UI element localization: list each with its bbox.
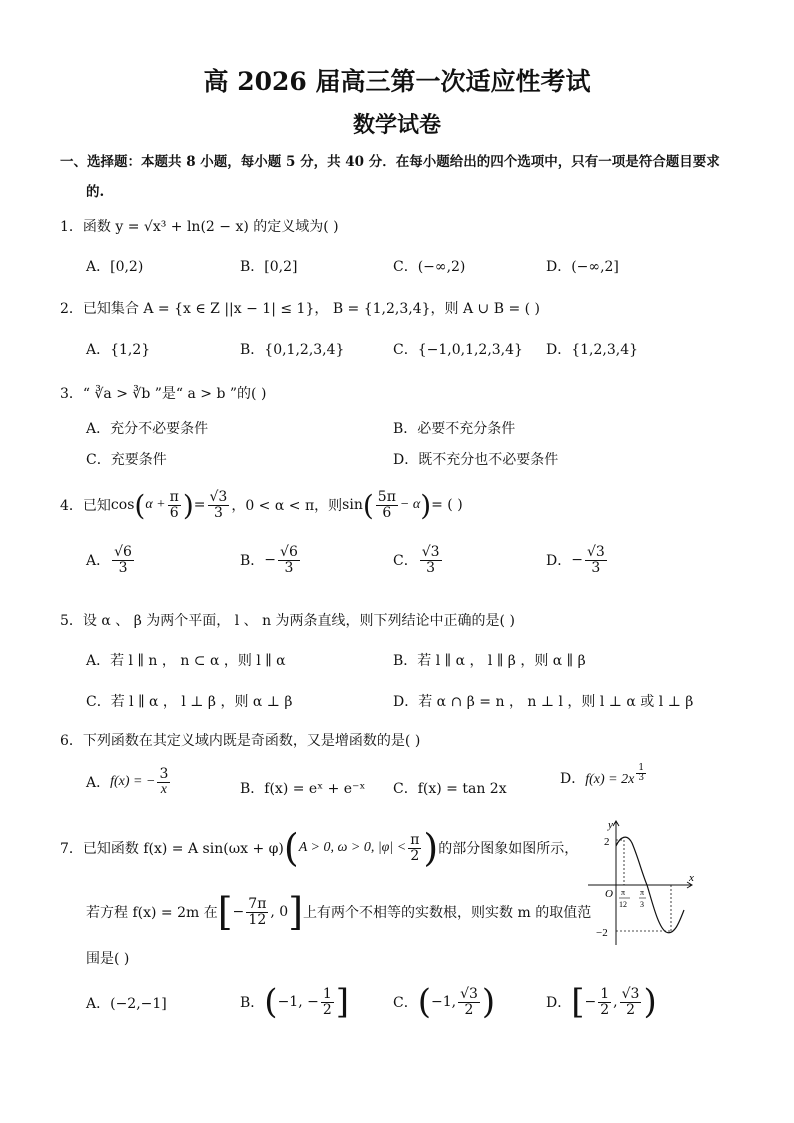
q7-b-frac bbox=[321, 987, 334, 1017]
q4-frac-root3 bbox=[208, 490, 230, 520]
q6-a-num: 3 bbox=[159, 766, 169, 782]
paren-left: ( bbox=[362, 488, 374, 522]
q7-d-num2: √3 bbox=[621, 985, 640, 1002]
bracket-right: ) bbox=[481, 982, 496, 1022]
graph-tick1-den: 12 bbox=[619, 900, 627, 909]
q4-c-den: 3 bbox=[426, 559, 436, 576]
q4-three: 3 bbox=[213, 504, 223, 521]
q4-d-den: 3 bbox=[591, 559, 601, 576]
question-7 bbox=[60, 826, 578, 870]
q7-cond-two: 2 bbox=[410, 847, 420, 864]
q7-b-label: B． bbox=[240, 995, 265, 1011]
paren-right: ) bbox=[423, 826, 439, 870]
q6-option-c[interactable]: C．f(x) = tan 2x bbox=[393, 781, 507, 797]
q7-c-label: C． bbox=[393, 995, 418, 1011]
q7-c-num: √3 bbox=[460, 985, 478, 1002]
q3-option-a[interactable]: A．充分不必要条件 bbox=[86, 421, 209, 437]
bracket-right: ] bbox=[335, 982, 350, 1022]
graph-tick2-num: π bbox=[640, 888, 645, 897]
bracket-left: ( bbox=[417, 982, 431, 1022]
q4-eq: = bbox=[193, 497, 206, 513]
q4-pi: π bbox=[169, 488, 179, 505]
q7-num: 7π bbox=[248, 895, 267, 912]
q4-six: 6 bbox=[169, 504, 179, 521]
q7-c-left: −1, bbox=[430, 994, 457, 1010]
q4-d-num: √3 bbox=[586, 544, 605, 560]
q7-suffix: 的部分图象如图所示， bbox=[438, 841, 579, 857]
q4-tail: = ( ) bbox=[431, 497, 463, 513]
q6-a-den: x bbox=[160, 781, 168, 797]
q4-option-d[interactable] bbox=[546, 545, 609, 575]
q7-c-den: 2 bbox=[464, 1001, 474, 1018]
q7-interval-frac bbox=[246, 897, 268, 927]
q7-d-label: D． bbox=[546, 995, 572, 1011]
question-1: 1．函数 y = √x³ + ln(2 − x) 的定义域为( ) bbox=[60, 219, 339, 235]
q4-c-num: √3 bbox=[421, 544, 440, 560]
q4-d-label: D． bbox=[546, 553, 572, 570]
q7-d-left: − bbox=[584, 994, 597, 1010]
graph-tick1-num: π bbox=[621, 888, 626, 897]
q4-b-frac bbox=[278, 545, 300, 575]
q7-line2-b: 上有两个不相等的实数根，则实数 m 的取值范 bbox=[303, 905, 592, 921]
q1-option-a[interactable]: A．[0,2) bbox=[86, 259, 144, 275]
q6-option-b[interactable]: B．f(x) = eˣ + e⁻ˣ bbox=[240, 781, 366, 797]
q7-b-den: 2 bbox=[322, 1001, 332, 1018]
q2-option-b[interactable]: B．{0,1,2,3,4} bbox=[240, 342, 345, 358]
graph-ymin: −2 bbox=[596, 927, 608, 939]
q1-option-c[interactable]: C．(−∞,2) bbox=[393, 259, 466, 275]
question-4 bbox=[60, 484, 463, 526]
q5-option-c[interactable]: C．若 l ∥ α ， l ⊥ β ，则 α ⊥ β bbox=[86, 694, 293, 710]
question-7-line2 bbox=[86, 890, 591, 934]
graph-tick2-den: 3 bbox=[640, 900, 644, 909]
q4-minus-alpha: − α bbox=[399, 497, 421, 512]
q4-sqrt3: √3 bbox=[209, 488, 228, 505]
question-3: 3．“ ∛a > ∛b ”是“ a > b ”的( ) bbox=[60, 386, 267, 402]
q7-neg: − bbox=[232, 904, 245, 920]
q5-option-d[interactable]: D．若 α ∩ β = n ， n ⊥ l ，则 l ⊥ α 或 l ⊥ β bbox=[393, 694, 694, 710]
graph-ymax: 2 bbox=[604, 836, 610, 848]
q5-option-a[interactable]: A．若 l ∥ n ， n ⊂ α ，则 l ∥ α bbox=[86, 653, 286, 669]
q4-sin: sin bbox=[342, 497, 363, 513]
bracket-left: [ bbox=[217, 890, 233, 934]
q4-d-frac bbox=[585, 545, 607, 575]
q2-option-c[interactable]: C．{−1,0,1,2,3,4} bbox=[393, 342, 523, 358]
bracket-left: [ bbox=[571, 982, 585, 1022]
bracket-right: ) bbox=[643, 982, 657, 1022]
q7-option-b[interactable] bbox=[240, 982, 349, 1022]
q4-c-label: C． bbox=[393, 553, 418, 570]
q7-prefix: 7．已知函数 f(x) = A sin(ωx + φ) bbox=[60, 841, 284, 857]
q7-c-frac bbox=[458, 987, 480, 1017]
question-6: 6．下列函数在其定义域内既是奇函数，又是增函数的是( ) bbox=[60, 733, 421, 749]
question-5: 5．设 α 、 β 为两个平面， l 、 n 为两条直线，则下列结论中正确的是( ) bbox=[60, 613, 515, 629]
paren-right: ) bbox=[182, 488, 194, 522]
q4-a-den: 3 bbox=[118, 559, 128, 576]
q7-d-frac1 bbox=[598, 987, 611, 1017]
q7-b-num: 1 bbox=[322, 985, 332, 1002]
q6-d-label: D． bbox=[560, 771, 586, 787]
q4-five-pi: 5π bbox=[377, 488, 396, 505]
q6-option-a[interactable] bbox=[86, 767, 172, 797]
question-7-line3: 围是( ) bbox=[86, 951, 130, 967]
q4-a-num: √6 bbox=[114, 544, 132, 560]
q7-cond-pi: π bbox=[410, 831, 420, 848]
q4-c-frac bbox=[420, 545, 442, 575]
q4-frac-pi6 bbox=[168, 490, 181, 520]
q7-option-d[interactable] bbox=[546, 982, 657, 1022]
bracket-left: ( bbox=[264, 982, 278, 1022]
sine-graph bbox=[580, 815, 700, 950]
q4-frac-5pi6 bbox=[376, 490, 398, 520]
q2-option-a[interactable]: A．{1,2} bbox=[86, 342, 151, 358]
q4-cond: ，0 < α < π，则 bbox=[231, 498, 343, 514]
q4-prefix: 4．已知 bbox=[60, 498, 111, 514]
q7-option-a[interactable]: A．(−2,−1] bbox=[86, 996, 167, 1012]
q4-option-a[interactable] bbox=[86, 545, 136, 575]
q7-d-den1: 2 bbox=[600, 1001, 610, 1018]
q7-d-num1: 1 bbox=[600, 985, 610, 1002]
q7-option-c[interactable] bbox=[393, 982, 495, 1022]
q7-d-frac2 bbox=[620, 987, 642, 1017]
q4-b-sign: − bbox=[264, 552, 277, 569]
exam-title: 高 2026 届高三第一次适应性考试 bbox=[203, 67, 591, 96]
q4-a-label: A． bbox=[86, 553, 111, 570]
question-2: 2．已知集合 A = {x ∈ Z ||x − 1| ≤ 1}， B = {1,2,3,4}，则 A ∪ B = ( ) bbox=[60, 301, 541, 317]
paren-left: ( bbox=[134, 488, 146, 522]
q6-d-lhs: f(x) = 2x bbox=[585, 772, 635, 787]
q6-a-frac bbox=[157, 767, 170, 797]
q7-cond-frac bbox=[408, 833, 421, 863]
q2-option-d[interactable]: D．{1,2,3,4} bbox=[546, 342, 639, 358]
bracket-right: ] bbox=[288, 890, 304, 934]
q4-alpha: α + bbox=[145, 497, 166, 512]
paren-right: ) bbox=[420, 488, 432, 522]
graph-origin: O bbox=[605, 888, 613, 900]
q7-cond-left: A > 0, ω > 0, |φ| < bbox=[298, 840, 407, 855]
q7-line2-a: 若方程 f(x) = 2m 在 bbox=[86, 905, 218, 921]
q6-option-d[interactable] bbox=[560, 763, 648, 788]
q4-a-frac bbox=[112, 545, 134, 575]
q6-d-exp-den: 3 bbox=[638, 773, 645, 784]
q4-cos: cos bbox=[110, 497, 135, 513]
q4-option-c[interactable] bbox=[393, 545, 444, 575]
q7-den: 12 bbox=[248, 911, 267, 928]
q1-option-b[interactable]: B．[0,2] bbox=[240, 259, 298, 275]
q6-d-exp bbox=[636, 764, 646, 784]
exam-subject: 数学试卷 bbox=[352, 112, 441, 138]
q3-option-b[interactable]: B．必要不充分条件 bbox=[393, 421, 516, 437]
q4-option-b[interactable] bbox=[240, 545, 302, 575]
q5-option-b[interactable]: B．若 l ∥ α ， l ∥ β ，则 α ∥ β bbox=[393, 653, 586, 669]
q4-b-den: 3 bbox=[284, 559, 294, 576]
graph-y-label: y bbox=[608, 819, 613, 831]
q4-six-2: 6 bbox=[382, 504, 392, 521]
q3-option-d[interactable]: D．既不充分也不必要条件 bbox=[393, 452, 559, 468]
q7-zero: , 0 bbox=[270, 904, 289, 920]
section-heading-cont: 的. bbox=[86, 184, 105, 200]
q7-d-comma: , bbox=[613, 994, 618, 1010]
q1-option-d[interactable]: D．(−∞,2] bbox=[546, 259, 619, 275]
graph-x-label: x bbox=[689, 872, 694, 884]
q6-a-label: A． bbox=[86, 775, 111, 792]
section-heading: 一、选择题：本题共 8 小题，每小题 5 分，共 40 分．在每小题给出的四个选项中，只有一项是符合题目要求 bbox=[60, 154, 720, 170]
q6-a-lhs: f(x) = − bbox=[110, 774, 156, 790]
paren-left: ( bbox=[283, 826, 299, 870]
q4-b-num: √6 bbox=[280, 544, 298, 560]
q7-d-den2: 2 bbox=[626, 1001, 635, 1018]
q4-b-label: B． bbox=[240, 553, 265, 570]
q3-option-c[interactable]: C．充要条件 bbox=[86, 452, 167, 468]
q7-b-left: −1, − bbox=[277, 994, 319, 1010]
q6-d-exp-num: 1 bbox=[638, 763, 645, 773]
q4-d-sign: − bbox=[571, 552, 583, 569]
